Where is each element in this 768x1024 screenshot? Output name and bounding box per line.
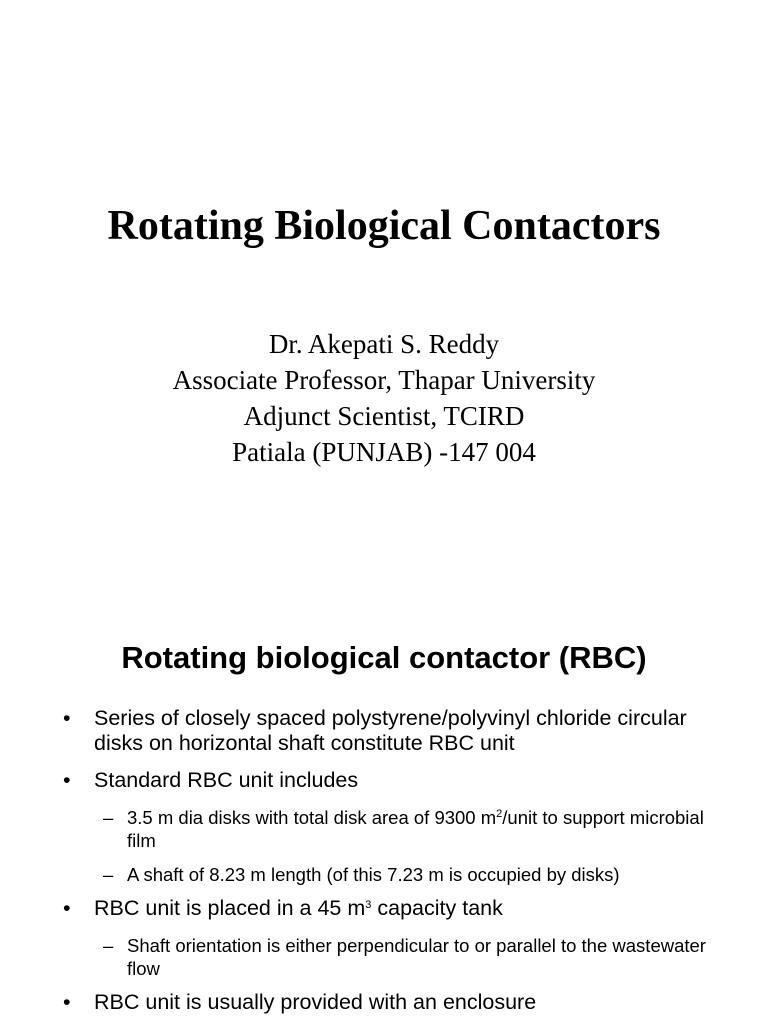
sub-bullet-item bbox=[103, 863, 723, 886]
sub-bullet-text: Shaft orientation is either perpendicular to or parallel to the wastewater flow bbox=[127, 935, 706, 979]
bullet-text: Series of closely spaced polystyrene/polyvinyl chloride circular disks on horizontal shaft constitute RBC unit bbox=[94, 706, 687, 755]
bullet-text: RBC unit is usually provided with an enclosure bbox=[94, 990, 537, 1014]
author-position: Associate Professor, Thapar University bbox=[172, 365, 596, 395]
author-location: Patiala (PUNJAB) -147 004 bbox=[232, 437, 536, 467]
bullet-text: Standard RBC unit includes bbox=[94, 768, 359, 792]
content-slide bbox=[0, 620, 768, 1024]
bullet-text-part: RBC unit is placed in a 45 m bbox=[94, 896, 366, 920]
dash-marker: – bbox=[103, 935, 114, 956]
bullet-item bbox=[63, 706, 723, 756]
author-affiliation: Adjunct Scientist, TCIRD bbox=[243, 401, 525, 431]
bullet-item bbox=[63, 990, 723, 1015]
author-info bbox=[0, 326, 768, 470]
dash-marker: – bbox=[103, 864, 114, 885]
bullet-marker: • bbox=[63, 990, 71, 1014]
bullet-item bbox=[63, 896, 723, 921]
sub-bullet-item bbox=[103, 806, 723, 852]
sub-bullet-item bbox=[103, 934, 723, 980]
bullet-text-part: capacity tank bbox=[371, 896, 503, 920]
superscript: 3 bbox=[365, 899, 372, 911]
sub-bullet-text-part: 3.5 m dia disks with total disk area of 9300 m bbox=[127, 807, 497, 828]
presentation-title: Rotating Biological Contactors bbox=[107, 203, 661, 249]
bullet-item bbox=[63, 768, 723, 793]
slide-heading: Rotating biological contactor (RBC) bbox=[121, 640, 647, 675]
bullet-marker: • bbox=[63, 768, 71, 792]
sub-bullet-text: A shaft of 8.23 m length (of this 7.23 m is occupied by disks) bbox=[127, 864, 620, 885]
dash-marker: – bbox=[103, 807, 114, 828]
bullet-text bbox=[94, 896, 723, 921]
bullet-marker: • bbox=[63, 706, 71, 730]
sub-bullet-text bbox=[127, 806, 723, 852]
superscript: 2 bbox=[496, 808, 503, 820]
author-name: Dr. Akepati S. Reddy bbox=[268, 329, 500, 359]
sub-bullet-text-part: /unit to support microbial film bbox=[127, 807, 704, 851]
bullet-marker: • bbox=[63, 896, 71, 920]
